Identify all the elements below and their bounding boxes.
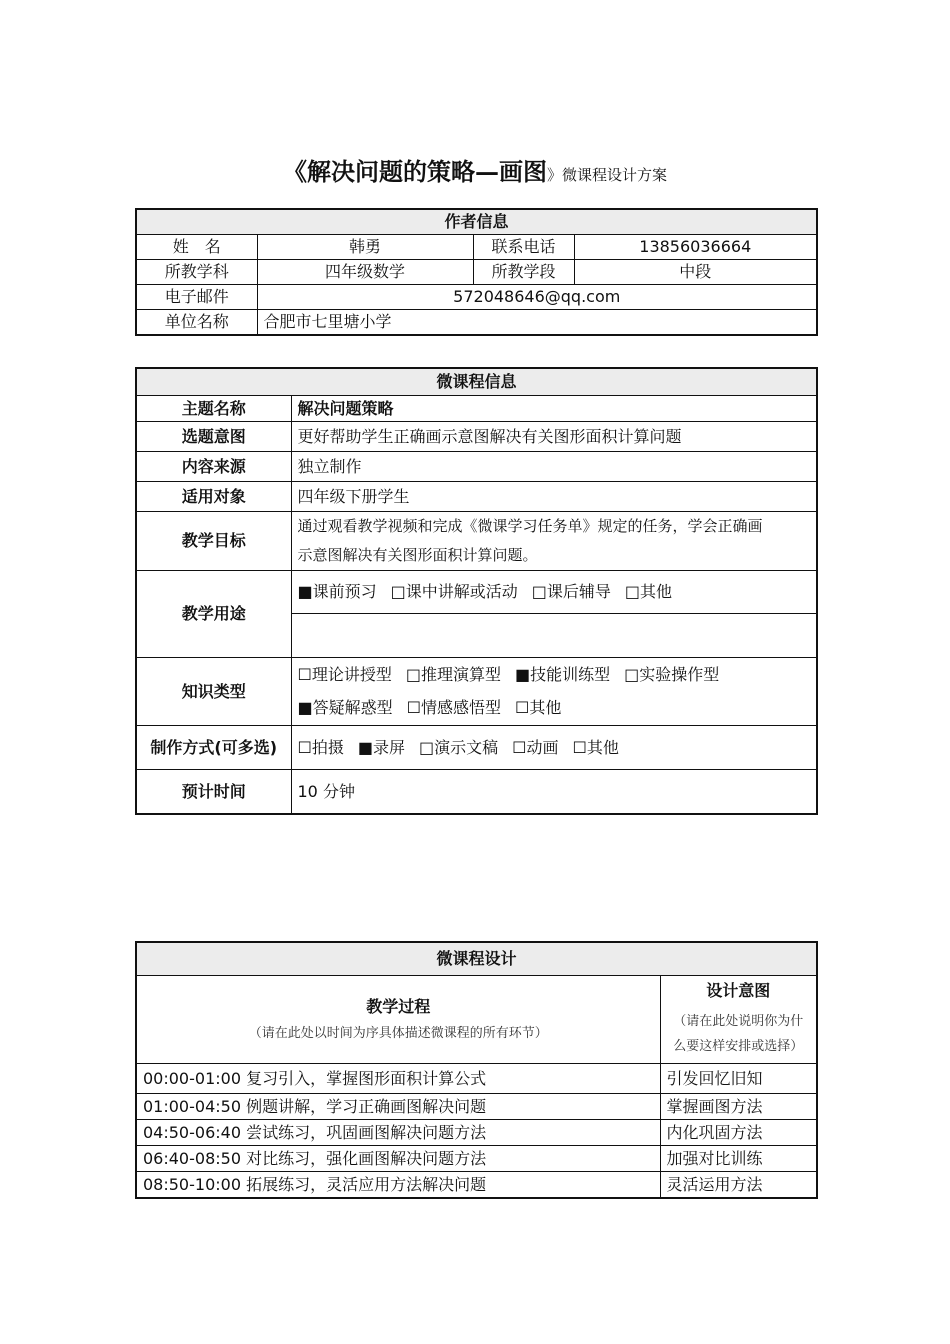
audience-value: 四年级下册学生	[291, 482, 817, 512]
usage-blank	[291, 614, 817, 658]
source-value: 独立制作	[291, 452, 817, 482]
title-main-close: 》	[546, 166, 562, 184]
topic-value: 解决问题策略	[291, 396, 817, 422]
audience-label: 适用对象	[136, 482, 291, 512]
usage-option-in-class: □课中讲解或活动	[390, 582, 518, 602]
course-design-table	[135, 941, 818, 1199]
phone-label: 联系电话	[473, 235, 574, 260]
usage-option-after-class: □课后辅导	[531, 582, 611, 602]
intent-label: 选题意图	[136, 422, 291, 452]
knowledge-option-qa: ■答疑解惑型	[297, 698, 393, 718]
usage-label: 教学用途	[136, 571, 291, 658]
goal-value	[291, 512, 817, 571]
email-value: 572048646@qq.com	[257, 285, 817, 310]
stage-value: 中段	[574, 260, 817, 285]
goal-line-1: 通过观看教学视频和完成《微课学习任务单》规定的任务，学会正确画	[297, 517, 763, 535]
intent-row-1: 引发回忆旧知	[660, 1064, 817, 1094]
subject-value: 四年级数学	[257, 260, 473, 285]
intent-row-3: 内化巩固方法	[660, 1120, 817, 1146]
intent-note-line-1: （请在此处说明你为什	[673, 1014, 804, 1030]
document-title	[0, 152, 950, 187]
process-row-1: 00:00-01:00 复习引入，掌握图形面积计算公式	[136, 1064, 660, 1094]
intent-header	[660, 976, 817, 1064]
subject-label: 所教学科	[136, 260, 257, 285]
method-option-screen: ■录屏	[357, 737, 405, 757]
process-row-4: 06:40-08:50 对比练习，强化画图解决问题方法	[136, 1146, 660, 1172]
name-label: 姓 名	[136, 235, 257, 260]
process-header	[136, 976, 660, 1064]
knowledge-label: 知识类型	[136, 658, 291, 726]
process-row-2: 01:00-04:50 例题讲解，学习正确画图解决问题	[136, 1094, 660, 1120]
knowledge-option-theory: ☐理论讲授型	[297, 665, 392, 685]
author-info-header: 作者信息	[136, 209, 817, 235]
phone-value: 13856036664	[574, 235, 817, 260]
process-note: （请在此处以时间为序具体描述微课程的所有环节）	[248, 1026, 548, 1042]
intent-row-4: 加强对比训练	[660, 1146, 817, 1172]
method-label: 制作方式(可多选)	[136, 726, 291, 770]
intent-row-2: 掌握画图方法	[660, 1094, 817, 1120]
stage-label: 所教学段	[473, 260, 574, 285]
goal-line-2: 示意图解决有关图形面积计算问题。	[297, 546, 538, 564]
intent-row-5: 灵活运用方法	[660, 1172, 817, 1198]
method-options	[291, 726, 817, 770]
process-row-3: 04:50-06:40 尝试练习，巩固画图解决问题方法	[136, 1120, 660, 1146]
org-label: 单位名称	[136, 310, 257, 336]
process-row-5: 08:50-10:00 拓展练习，灵活应用方法解决问题	[136, 1172, 660, 1198]
time-label: 预计时间	[136, 770, 291, 814]
usage-options	[291, 571, 817, 614]
email-label: 电子邮件	[136, 285, 257, 310]
author-info-table	[135, 208, 818, 336]
topic-label: 主题名称	[136, 396, 291, 422]
usage-option-preview: ■课前预习	[297, 582, 377, 602]
knowledge-option-other: ☐其他	[514, 698, 562, 718]
knowledge-option-skill: ■技能训练型	[514, 665, 611, 685]
knowledge-option-emotion: ☐情感感悟型	[406, 698, 501, 718]
method-option-film: ☐拍摄	[297, 737, 344, 757]
knowledge-options	[291, 658, 817, 726]
name-value: 韩勇	[257, 235, 473, 260]
method-option-other: ☐其他	[572, 737, 619, 757]
course-design-header: 微课程设计	[136, 942, 817, 976]
org-value: 合肥市七里塘小学	[257, 310, 817, 336]
method-option-animation: ☐动画	[512, 737, 559, 757]
intent-title: 设计意图	[706, 980, 771, 1000]
time-value: 10 分钟	[291, 770, 817, 814]
title-main: 《解决问题的策略—画图	[282, 157, 547, 186]
usage-option-other: □其他	[624, 582, 672, 602]
course-info-table	[135, 367, 818, 815]
method-option-slides: □演示文稿	[418, 737, 499, 757]
knowledge-option-reasoning: □推理演算型	[405, 665, 501, 685]
source-label: 内容来源	[136, 452, 291, 482]
course-info-header: 微课程信息	[136, 368, 817, 396]
process-title: 教学过程	[366, 997, 431, 1017]
intent-value: 更好帮助学生正确画示意图解决有关图形面积计算问题	[291, 422, 817, 452]
goal-label: 教学目标	[136, 512, 291, 571]
knowledge-option-experiment: □实验操作型	[624, 665, 720, 685]
title-sub: 微课程设计方案	[562, 166, 668, 184]
intent-note-line-2: 么要这样安排或选择）	[673, 1039, 804, 1055]
